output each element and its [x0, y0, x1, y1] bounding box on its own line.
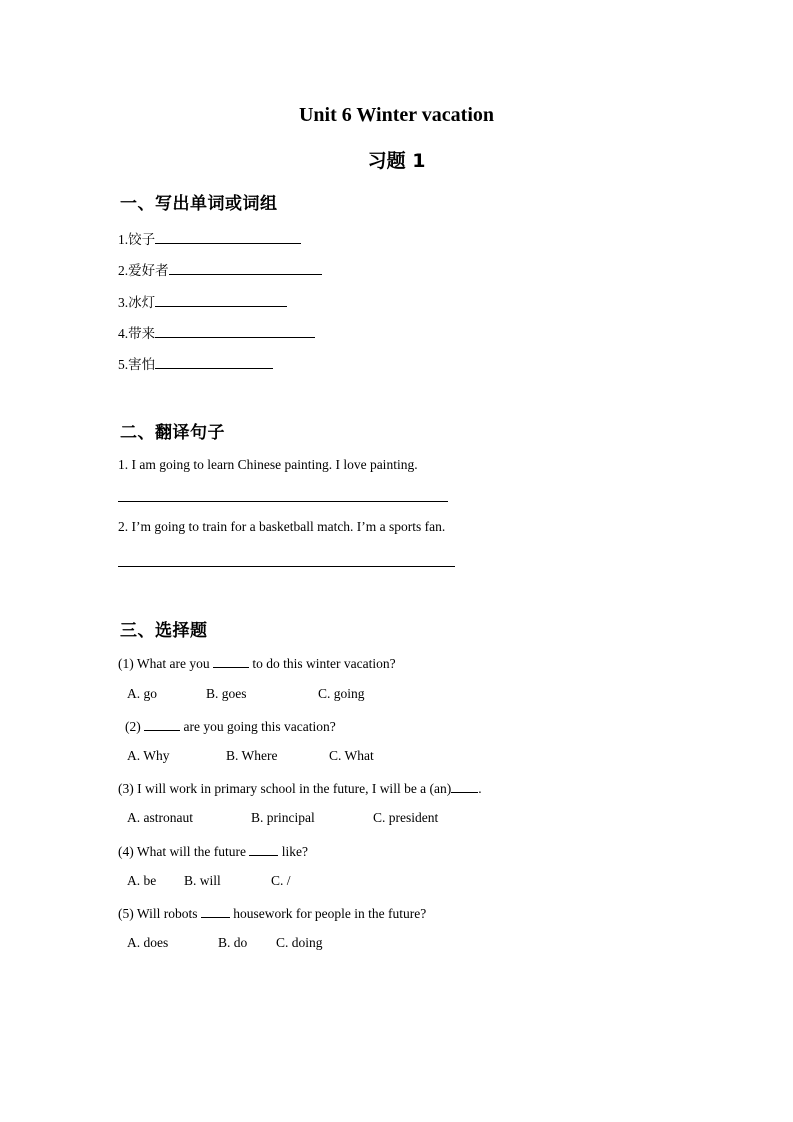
question-text: like? — [278, 844, 308, 859]
question-text: are you going this vacation? — [180, 719, 336, 734]
vocab-item — [118, 322, 315, 342]
section2-heading: 二、翻译句子 — [120, 423, 225, 443]
option-c[interactable]: C. president — [373, 810, 439, 825]
option-a[interactable]: A. go — [127, 686, 157, 701]
vocab-label: 2.爱好者 — [118, 263, 169, 278]
question-text: . — [478, 781, 482, 796]
answer-blank[interactable] — [213, 654, 249, 668]
option-c[interactable]: C. doing — [276, 935, 323, 950]
answer-blank[interactable] — [249, 842, 278, 856]
page-title: Unit 6 Winter vacation — [298, 104, 494, 126]
answer-blank[interactable] — [169, 261, 322, 275]
option-c[interactable]: C. / — [271, 873, 291, 888]
option-b[interactable]: B. goes — [206, 686, 247, 701]
translate-sentence: 2. I’m going to train for a basketball match. I’m a sports fan. — [118, 519, 446, 534]
page-subtitle: 习题 1 — [367, 150, 426, 172]
vocab-label: 3.冰灯 — [118, 295, 156, 310]
question-text: housework for people in the future? — [229, 906, 427, 921]
option-a[interactable]: A. astronaut — [127, 810, 193, 825]
translate-sentence: 1. I am going to learn Chinese painting. I love painting. — [118, 457, 418, 472]
option-b[interactable]: B. principal — [251, 810, 315, 825]
vocab-item — [118, 291, 287, 311]
question — [118, 842, 308, 860]
question-text: (4) What will the future — [118, 844, 250, 859]
answer-line[interactable] — [118, 566, 455, 567]
option-b[interactable]: B. do — [218, 935, 248, 950]
answer-blank[interactable] — [155, 230, 301, 244]
question — [125, 717, 336, 735]
answer-blank[interactable] — [201, 904, 230, 918]
answer-blank[interactable] — [155, 355, 273, 369]
option-a[interactable]: A. Why — [127, 748, 170, 763]
vocab-item — [118, 228, 301, 248]
answer-line[interactable] — [118, 501, 448, 502]
option-c[interactable]: C. What — [329, 748, 374, 763]
vocab-label: 5.害怕 — [118, 357, 156, 372]
question — [118, 779, 482, 797]
option-b[interactable]: B. Where — [226, 748, 278, 763]
option-c[interactable]: C. going — [318, 686, 365, 701]
option-a[interactable]: A. does — [127, 935, 169, 950]
vocab-label: 1.饺子 — [118, 232, 156, 247]
section3-heading: 三、选择题 — [120, 621, 208, 641]
vocab-item — [118, 353, 273, 373]
section1-heading: 一、写出单词或词组 — [120, 194, 278, 214]
question-text: (1) What are you — [118, 656, 213, 671]
answer-blank[interactable] — [155, 293, 287, 307]
question-text: (2) — [125, 719, 145, 734]
question-text: (5) Will robots — [118, 906, 201, 921]
question-text: (3) I will work in primary school in the future, I will be a (an) — [118, 781, 452, 796]
option-b[interactable]: B. will — [184, 873, 221, 888]
option-a[interactable]: A. be — [127, 873, 157, 888]
answer-blank[interactable] — [155, 324, 315, 338]
vocab-label: 4.带来 — [118, 326, 156, 341]
answer-blank[interactable] — [451, 779, 478, 793]
question — [118, 654, 396, 672]
answer-blank[interactable] — [144, 717, 180, 731]
question — [118, 904, 426, 922]
vocab-item — [118, 259, 322, 279]
question-text: to do this winter vacation? — [248, 656, 396, 671]
